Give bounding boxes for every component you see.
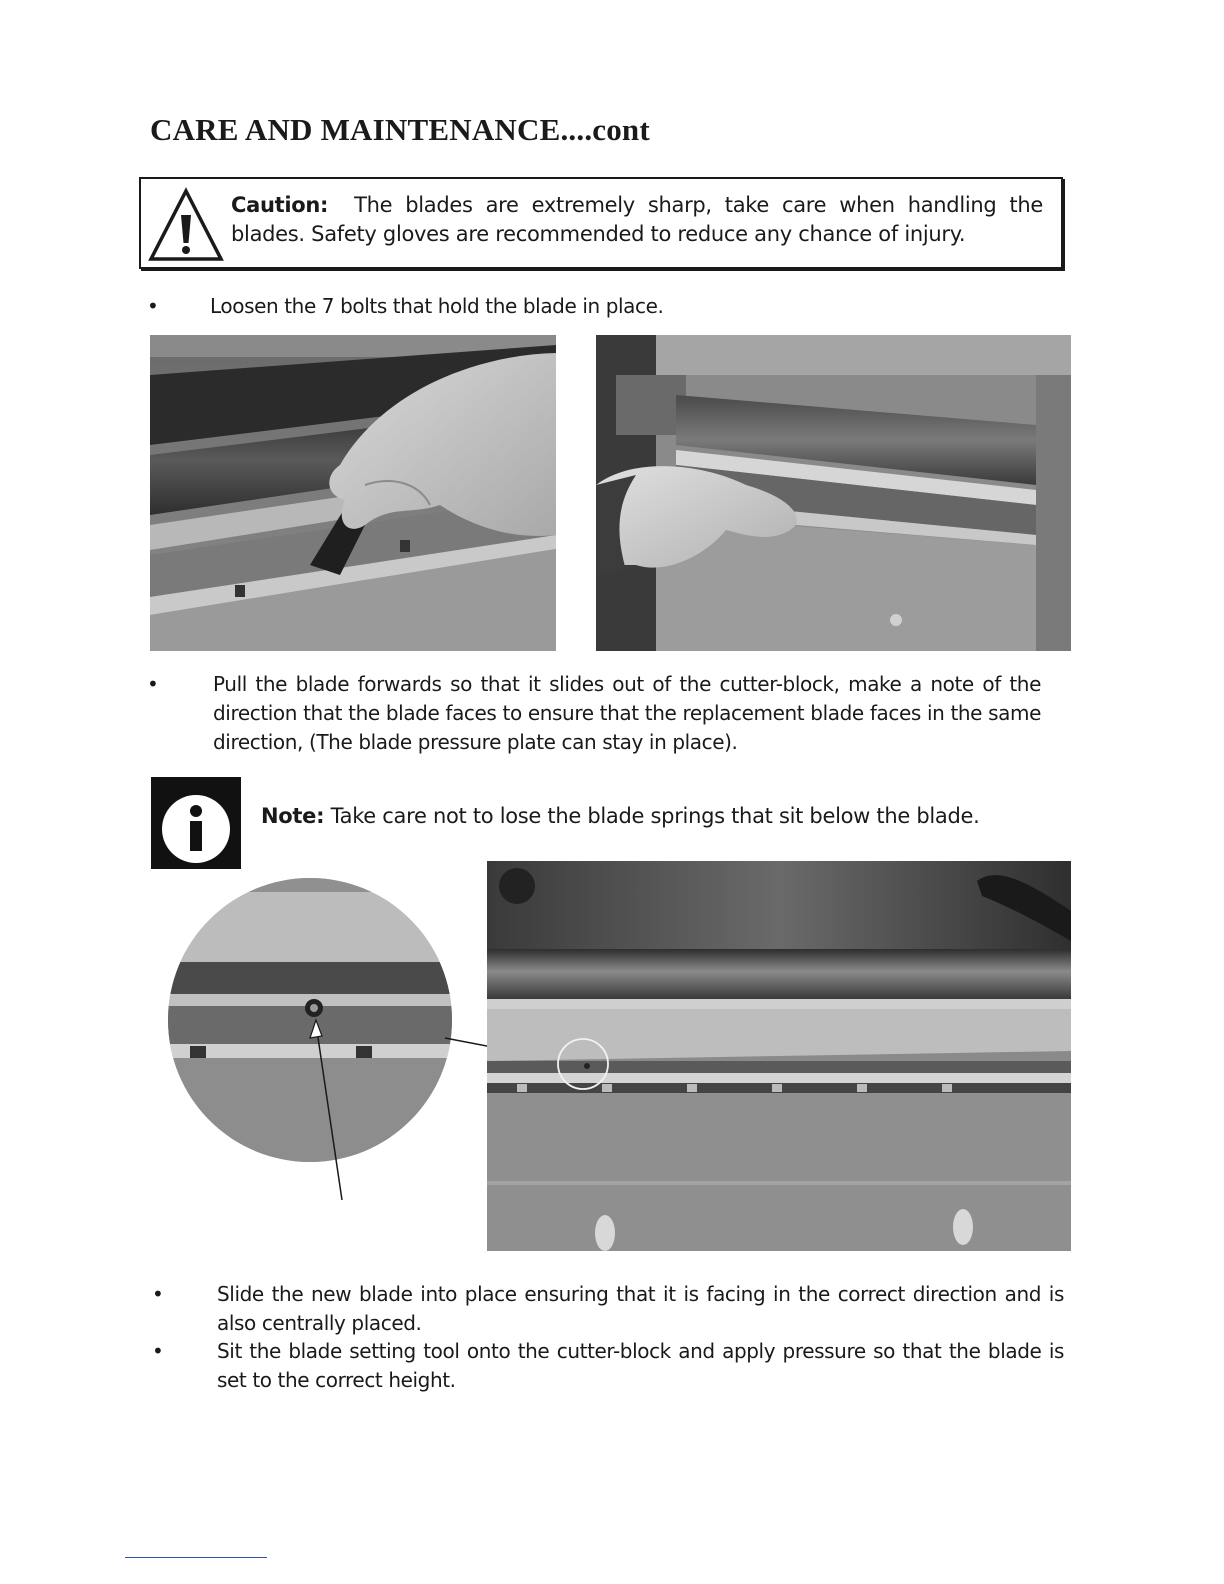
caution-text [231, 191, 1043, 249]
photo-loosen-bolts-image [150, 335, 556, 651]
bullet-marker: • [147, 672, 159, 696]
caution-message: The blades are extremely sharp, take care when handling the blades. Safety gloves are recommended to reduce any chance of injury. [231, 193, 1043, 246]
photo-loosen-bolts [150, 335, 556, 651]
note-label: Note: [261, 804, 325, 828]
bullet-marker: • [152, 1339, 164, 1363]
list-item [147, 292, 1067, 322]
step-text: Pull the blade forwards so that it slides out of the cutter-block, make a note of the direction that the blade faces to ensure that the replacement blade faces in the same direction, (The blade pressure plate can stay in place). [213, 672, 1041, 754]
footer-rule [125, 1557, 267, 1558]
note-message: Take care not to lose the blade springs that sit below the blade. [330, 804, 980, 828]
photo-hand-on-blade-image [596, 335, 1071, 651]
bullet-marker: • [147, 294, 159, 318]
page-title: CARE AND MAINTENANCE....cont [150, 112, 650, 147]
info-icon [151, 777, 241, 869]
list-item [152, 1337, 1072, 1397]
caution-box [139, 177, 1063, 269]
list-item [152, 1280, 1072, 1340]
bullet-marker: • [152, 1282, 164, 1306]
list-item [147, 670, 1067, 760]
photo-hand-on-blade [596, 335, 1071, 651]
note-icon-box [151, 777, 241, 869]
caution-label: Caution: [231, 193, 329, 217]
step-text: Loosen the 7 bolts that hold the blade in place. [210, 294, 664, 318]
step-text: Slide the new blade into place ensuring that it is facing in the correct direction and is also centrally placed. [217, 1282, 1064, 1335]
note-text [261, 804, 980, 828]
step-text: Sit the blade setting tool onto the cutter-block and apply pressure so that the blade is set to the correct height. [217, 1339, 1064, 1392]
photo-blade-springs-image [487, 861, 1071, 1251]
photo-blade-springs [487, 861, 1071, 1251]
warning-triangle-icon [147, 187, 225, 263]
